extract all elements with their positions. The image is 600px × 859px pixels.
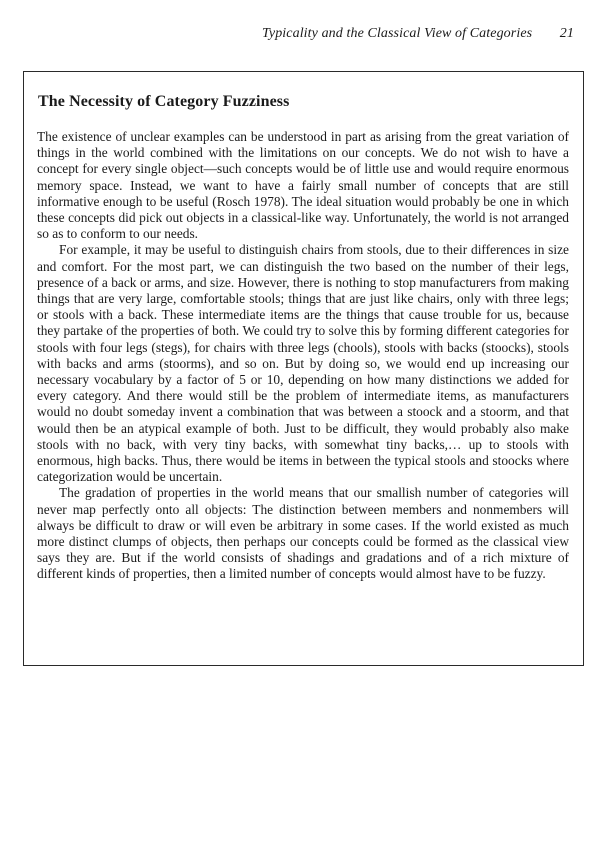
paragraph-1: The existence of unclear examples can be understood in part as arising from the great variation of things in the world combined with the limitations on our concepts. We do not wish to have a concept for every single object—such concepts would be of little use and would require enormous memory space. Instead, we want to have a fairly small number of concepts that are still informative enough to be useful (Rosch 1978). The ideal situation would probably be one in which these concepts did pick out objects in a classical-like way. Unfortunately, the world is not arranged so as to conform to our needs. [37,129,569,242]
paragraph-3: The gradation of properties in the world means that our smallish number of categories will never map perfectly onto all objects: The distinction between members and nonmembers will always be difficult to draw or will even be arbitrary in some cases. If the world existed as much more distinct clumps of objects, then perhaps our concepts could be formed as the classical view says they are. But if the world consists of shadings and gradations and of a rich mixture of different kinds of properties, then a limited number of concepts would almost have to be fuzzy. [37,485,569,582]
box-body [37,129,569,583]
paragraph-2: For example, it may be useful to distinguish chairs from stools, due to their differences in size and comfort. For the most part, we can distinguish the two based on the number of their legs, presence of a back or arms, and size. However, there is nothing to stop manufacturers from making things that are very large, comfortable stools; things that are just like chairs, only with three legs; or stools with a back. These intermediate items are the things that cause trouble for us, because they partake of the properties of both. We could try to solve this by forming different categories for stools with four legs (stegs), for chairs with three legs (chools), stools with backs (stoocks), stools with backs and arms (stoorms), and so on. But by doing so, we would end up increasing our necessary vocabulary by a factor of 5 or 10, depending on how many distinctions we added for every category. And there would still be the problem of intermediate items, as manufacturers would no doubt someday invent a combination that was between a stoock and a stoorm, and that would then be an atypical example of both. Just to be difficult, they would probably also make stools with no back, with very tiny backs, with somewhat tiny backs,… up to stools with enormous, high backs. Thus, there would be items in between the typical stools and stoocks where categorization would be uncertain. [37,242,569,485]
box-title: The Necessity of Category Fuzziness [38,93,290,110]
page-number: 21 [559,26,574,41]
running-head [262,26,574,42]
sidebar-box [23,71,584,666]
running-title: Typicality and the Classical View of Categories [262,26,533,41]
